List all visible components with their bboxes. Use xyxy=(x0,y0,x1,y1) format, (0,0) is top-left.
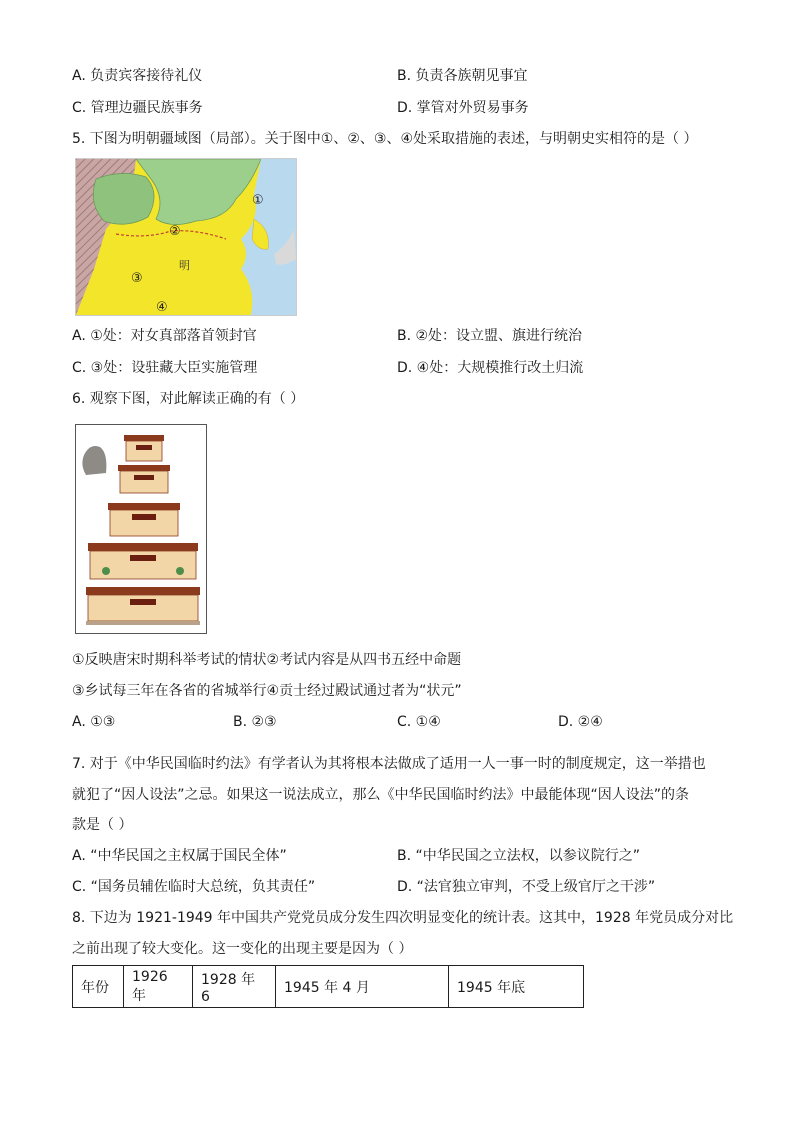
table-header-cell: 1945 年 4 月 xyxy=(276,966,449,1008)
q8-stem-line-2: 之前出现了较大变化。这一变化的出现主要是因为（ ） xyxy=(72,941,413,957)
q7-option-c[interactable]: C. “国务员辅佐临时大总统，负其责任” xyxy=(72,879,316,895)
map-marker-1: ① xyxy=(252,193,264,208)
q5-option-b[interactable]: B. ②处：设立盟、旗进行统治 xyxy=(397,328,583,344)
q4-option-c[interactable]: C. 管理边疆民族事务 xyxy=(72,100,203,116)
q7-option-b[interactable]: B. “中华民国之立法权，以参议院行之” xyxy=(397,848,641,864)
q6-stem: 6. 观察下图，对此解读正确的有（ ） xyxy=(72,391,305,407)
q5-option-a[interactable]: A. ①处：对女真部落首领封官 xyxy=(72,328,257,344)
map-graphic xyxy=(76,159,296,315)
keju-exam-pyramid-illustration xyxy=(75,424,207,634)
table-header-row xyxy=(73,966,584,1008)
table-header-cell: 1928 年 6 xyxy=(193,966,276,1008)
map-ming-label: 明 xyxy=(179,259,190,272)
party-membership-table xyxy=(72,965,584,1008)
stone-tablet xyxy=(82,446,106,475)
q7-stem-line-2: 就犯了“因人设法”之忌。如果这一说法成立，那么《中华民国临时约法》中最能体现“因人设法”的条 xyxy=(72,787,690,803)
q6-option-a[interactable]: A. ①③ xyxy=(72,714,116,730)
q6-statement-1: ①反映唐宋时期科举考试的情状②考试内容是从四书五经中命题 xyxy=(72,652,462,668)
map-marker-2: ② xyxy=(169,224,181,239)
q5-option-c[interactable]: C. ③处：设驻藏大臣实施管理 xyxy=(72,360,258,376)
q7-option-a[interactable]: A. “中华民国之主权属于国民全体” xyxy=(72,848,287,864)
exam-hall-graphic xyxy=(76,425,206,633)
q5-option-d[interactable]: D. ④处：大规模推行改土归流 xyxy=(397,360,584,376)
map-inner-region xyxy=(93,173,154,224)
q5-stem: 5. 下图为明朝疆域图（局部）。关于图中①、②、③、④处采取措施的表述，与明朝史实相符的是（ ） xyxy=(72,131,698,147)
table-header-cell: 1945 年底 xyxy=(449,966,584,1008)
q8-stem-line-1: 8. 下边为 1921-1949 年中国共产党党员成分发生四次明显变化的统计表。这其中，1928 年党员成分对比 xyxy=(72,910,734,926)
q7-option-d[interactable]: D. “法官独立审判，不受上级官厅之干涉” xyxy=(397,879,656,895)
table-header-cell: 1926 年 xyxy=(124,966,193,1008)
q7-stem-line-3: 款是（ ） xyxy=(72,817,133,833)
q4-option-a[interactable]: A. 负责宾客接待礼仪 xyxy=(72,68,203,84)
q6-option-c[interactable]: C. ①④ xyxy=(397,714,441,730)
q6-option-d[interactable]: D. ②④ xyxy=(558,714,603,730)
q6-option-b[interactable]: B. ②③ xyxy=(233,714,277,730)
map-marker-3: ③ xyxy=(131,271,143,286)
q4-option-d[interactable]: D. 掌管对外贸易事务 xyxy=(397,100,529,116)
map-marker-4: ④ xyxy=(156,300,168,315)
q6-statement-2: ③乡试每三年在各省的省城举行④贡士经过殿试通过者为“状元” xyxy=(72,683,462,699)
ming-territory-map xyxy=(75,158,297,316)
q4-option-b[interactable]: B. 负责各族朝见事宜 xyxy=(397,68,528,84)
table-header-cell: 年份 xyxy=(73,966,124,1008)
q7-stem-line-1: 7. 对于《中华民国临时约法》有学者认为其将根本法做成了适用一人一事一时的制度规定，这一举措也 xyxy=(72,756,706,772)
